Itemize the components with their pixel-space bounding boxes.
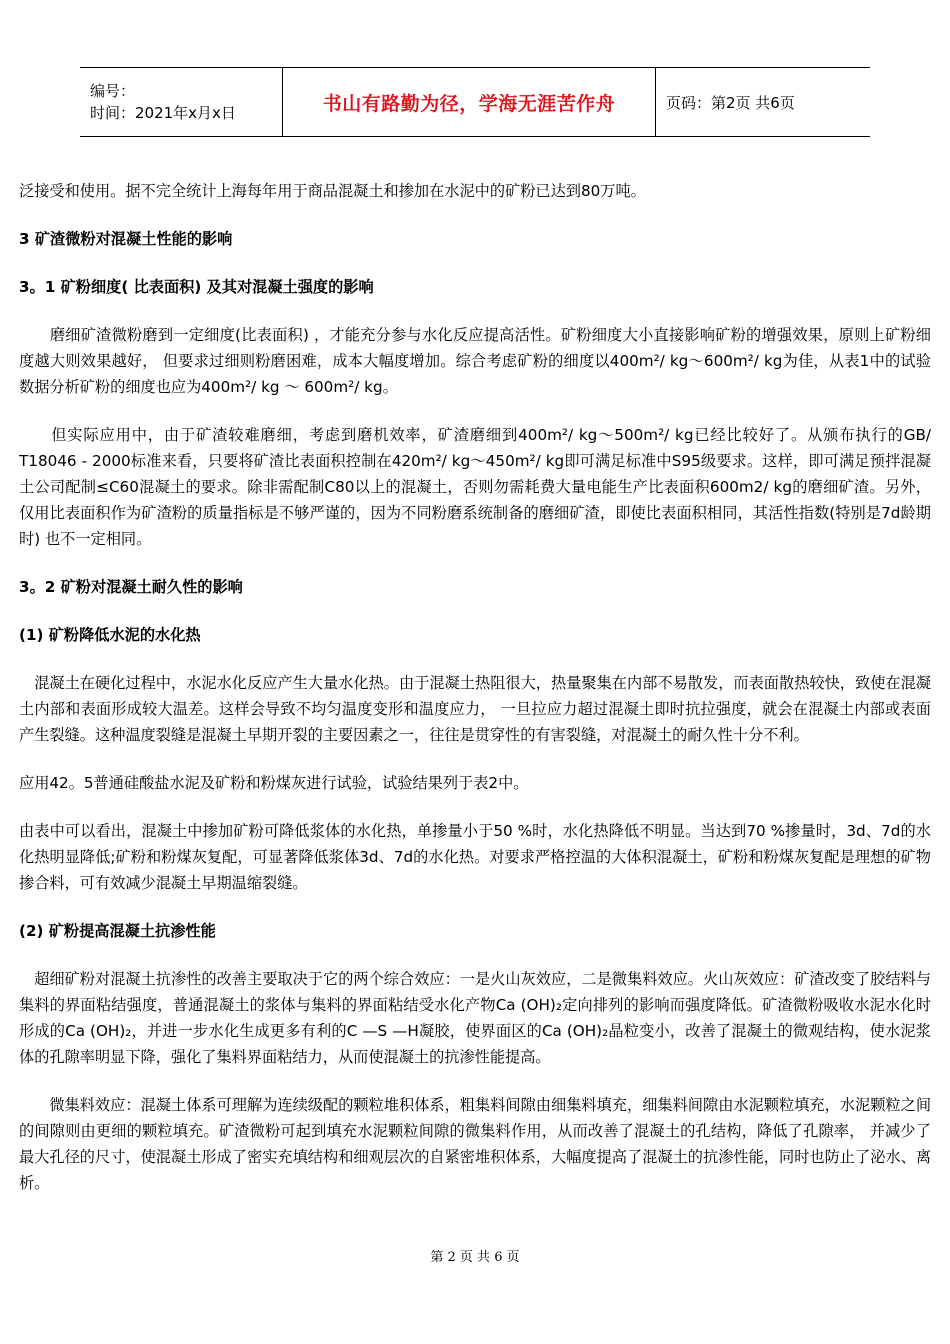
body-paragraph: 超细矿粉对混凝土抗渗性的改善主要取决于它的两个综合效应：一是火山灰效应，二是微集料效应。火山灰效应：矿渣改变了胶结料与集料的界面粘结强度，普通混凝土的浆体与集料的界面粘结受水化产物Ca (OH)₂定向排列的影响而强度降低。矿渣微粉吸收水泥水化时形成的Ca (OH)₂，并进一步水化生成更多有利的C —S —H凝胶，使界面区的Ca (OH)₂晶粒变小，改善了混凝土的微观结构，使水泥浆体的孔隙率明显下降，强化了集料界面粘结力，从而使混凝土的抗渗性能提高。 bbox=[19, 970, 931, 1066]
body-paragraph: 泛接受和使用。据不完全统计上海每年用于商品混凝土和掺加在水泥中的矿粉已达到80万吨。 bbox=[19, 182, 646, 200]
section-heading-3-2: 3。2 矿粉对混凝土耐久性的影响 bbox=[19, 578, 243, 596]
header-motto: 书山有路勤为径，学海无涯苦作舟 bbox=[322, 92, 616, 115]
header-left-cell bbox=[80, 68, 283, 136]
document-body bbox=[19, 178, 931, 1218]
body-paragraph: 微集料效应：混凝土体系可理解为连续级配的颗粒堆积体系，粗集料间隙由细集料填充，细集料间隙由水泥颗粒填充，水泥颗粒之间的间隙则由更细的颗粒填充。矿渣微粉可起到填充水泥颗粒间隙的微集料作用，从而改善了混凝土的孔结构，降低了孔隙率， 并减少了最大孔径的尺寸，使混凝土形成了密实充填结构和细观层次的自紧密堆积体系，大幅度提高了混凝土的抗渗性能，同时也防止了泌水、离析。 bbox=[19, 1096, 931, 1192]
page-info-label: 页码：第2页 共6页 bbox=[666, 93, 795, 112]
body-paragraph: 磨细矿渣微粉磨到一定细度(比表面积) ，才能充分参与水化反应提高活性。矿粉细度大小直接影响矿粉的增强效果，原则上矿粉细度越大则效果越好， 但要求过细则粉磨困难，成本大幅度增加。综合考虑矿粉的细度以400m²/ kg～600m²/ kg为佳，从表1中的试验数据分析矿粉的细度也应为400m²/ kg ～ 600m²/ kg。 bbox=[19, 326, 931, 396]
document-time-label: 时间：2021年x月x日 bbox=[90, 104, 236, 122]
body-paragraph: 混凝土在硬化过程中，水泥水化反应产生大量水化热。由于混凝土热阻很大，热量聚集在内部不易散发，而表面散热较快，致使在混凝土内部和表面形成较大温差。这样会导致不均匀温度变形和温度应力， 一旦拉应力超过混凝土即时抗拉强度，就会在混凝土内部或表面产生裂缝。这种温度裂缝是混凝土早期开裂的主要因素之一，往往是贯穿性的有害裂缝，对混凝土的耐久性十分不利。 bbox=[19, 674, 931, 744]
section-heading-3-1: 3。1 矿粉细度( 比表面积) 及其对混凝土强度的影响 bbox=[19, 278, 374, 296]
header-middle-cell bbox=[283, 68, 656, 136]
section-heading-3: 3 矿渣微粉对混凝土性能的影响 bbox=[19, 230, 233, 248]
page-footer: 第 2 页 共 6 页 bbox=[430, 1250, 520, 1265]
document-id-label: 编号： bbox=[90, 82, 136, 100]
header-right-cell bbox=[656, 68, 870, 136]
body-paragraph: 由表中可以看出，混凝土中掺加矿粉可降低浆体的水化热，单掺量小于50 %时，水化热降低不明显。当达到70 %掺量时，3d、7d的水化热明显降低;矿粉和粉煤灰复配，可显著降低浆体3d、7d的水化热。对要求严格控温的大体积混凝土，矿粉和粉煤灰复配是理想的矿物掺合料，可有效减少混凝土早期温缩裂缝。 bbox=[19, 822, 931, 892]
body-paragraph: 但实际应用中，由于矿渣较难磨细，考虑到磨机效率，矿渣磨细到400m²/ kg～500m²/ kg已经比较好了。从颁布执行的GB/ T18046 - 2000标准来看，只要将矿渣比表面积控制在420m²/ kg～450m²/ kg即可满足标准中S95级要求。这样，即可满足预拌混凝土公司配制≤C60混凝土的要求。除非需配制C80以上的混凝土，否则勿需耗费大量电能生产比表面积600m2/ kg的磨细矿渣。另外，仅用比表面积作为矿渣粉的质量指标是不够严谨的，因为不同粉磨系统制备的磨细矿渣，即使比表面积相同，其活性指数(特别是7d龄期时) 也不一定相同。 bbox=[19, 426, 931, 548]
body-paragraph: 应用42。5普通硅酸盐水泥及矿粉和粉煤灰进行试验，试验结果列于表2中。 bbox=[19, 774, 529, 792]
header-table bbox=[80, 67, 870, 137]
subheading-impermeability: (2) 矿粉提高混凝土抗渗性能 bbox=[19, 922, 216, 940]
subheading-hydration-heat: (1) 矿粉降低水泥的水化热 bbox=[19, 626, 201, 644]
